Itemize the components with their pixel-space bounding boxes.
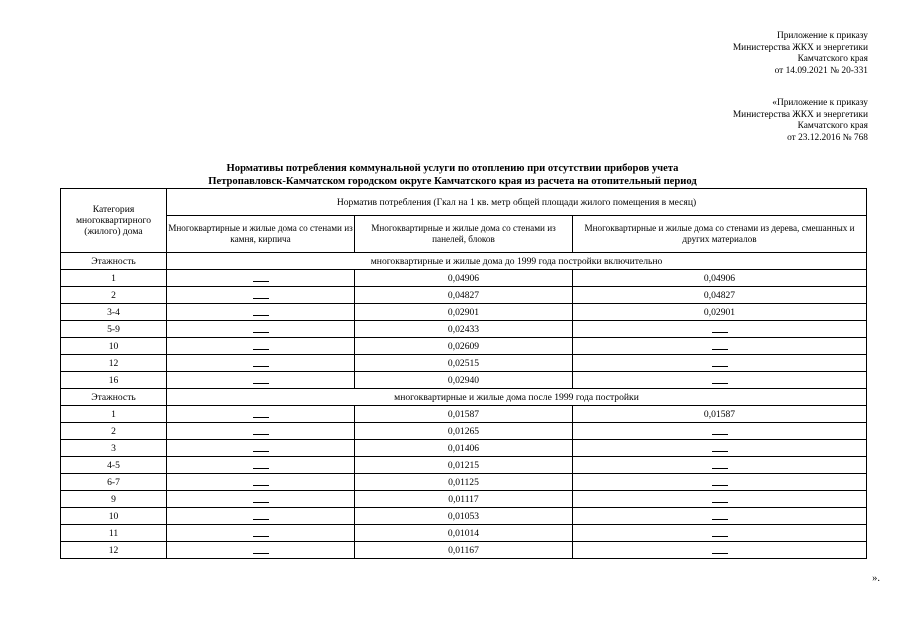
table-row <box>61 321 867 338</box>
document-title <box>0 162 905 188</box>
norm-cell-wood <box>573 423 867 440</box>
floors-cell: 3 <box>61 440 167 457</box>
floors-cell: 12 <box>61 542 167 559</box>
norm-cell-stone <box>167 372 355 389</box>
no-value-dash <box>253 291 269 299</box>
norm-cell-stone <box>167 474 355 491</box>
norm-cell-wood <box>573 372 867 389</box>
norm-cell-wood <box>573 474 867 491</box>
no-value-dash <box>253 461 269 469</box>
table-row <box>61 491 867 508</box>
floors-cell: 2 <box>61 287 167 304</box>
section-title: многоквартирные и жилые дома после 1999 года постройки <box>167 389 867 406</box>
norm-cell-stone <box>167 304 355 321</box>
appendix-line: «Приложение к приказу <box>772 98 868 108</box>
appendix-line: Приложение к приказу <box>776 31 868 41</box>
appendix-current-order <box>733 31 868 77</box>
norm-cell-wood <box>573 542 867 559</box>
no-value-dash <box>712 512 728 520</box>
floors-cell: 3-4 <box>61 304 167 321</box>
norm-cell-stone <box>167 423 355 440</box>
header-row <box>61 189 867 216</box>
no-value-dash <box>253 529 269 537</box>
column-header-stone: Многоквартирные и жилые дома со стенами из камня, кирпича <box>167 216 355 253</box>
appendix-line: Министерства ЖКХ и энергетики <box>732 109 868 120</box>
norm-cell-wood: 0,04827 <box>573 287 867 304</box>
no-value-dash <box>253 546 269 554</box>
norm-header: Норматив потребления (Гкал на 1 кв. метр общей площади жилого помещения в месяц) <box>167 189 867 216</box>
column-header-wood: Многоквартирные и жилые дома со стенами из дерева, смешанных и других материалов <box>573 216 867 253</box>
table-row <box>61 423 867 440</box>
floors-cell: 16 <box>61 372 167 389</box>
norm-cell-panel: 0,01587 <box>355 406 573 423</box>
section-row <box>61 253 867 270</box>
norm-cell-panel: 0,01125 <box>355 474 573 491</box>
no-value-dash <box>712 342 728 350</box>
norm-cell-stone <box>167 270 355 287</box>
no-value-dash <box>253 410 269 418</box>
table-row <box>61 457 867 474</box>
no-value-dash <box>253 359 269 367</box>
no-value-dash <box>253 444 269 452</box>
norm-cell-panel: 0,01117 <box>355 491 573 508</box>
no-value-dash <box>712 529 728 537</box>
no-value-dash <box>712 461 728 469</box>
table-row <box>61 525 867 542</box>
table-row <box>61 372 867 389</box>
appendix-previous-order <box>733 98 868 144</box>
section-label: Этажность <box>61 389 167 406</box>
floors-cell: 1 <box>61 270 167 287</box>
no-value-dash <box>253 427 269 435</box>
norm-cell-panel: 0,02940 <box>355 372 573 389</box>
no-value-dash <box>712 478 728 486</box>
appendix-line: Камчатского края <box>797 54 868 65</box>
norm-cell-wood <box>573 525 867 542</box>
table-row <box>61 542 867 559</box>
norm-cell-panel: 0,01406 <box>355 440 573 457</box>
no-value-dash <box>253 512 269 520</box>
closing-quote-mark: ». <box>872 573 880 584</box>
table-row <box>61 406 867 423</box>
no-value-dash <box>712 495 728 503</box>
norm-cell-wood <box>573 321 867 338</box>
norm-cell-stone <box>167 457 355 474</box>
norm-cell-panel: 0,02901 <box>355 304 573 321</box>
norm-cell-wood <box>573 440 867 457</box>
norm-cell-wood: 0,04906 <box>573 270 867 287</box>
norm-cell-panel: 0,02515 <box>355 355 573 372</box>
floors-cell: 4-5 <box>61 457 167 474</box>
norm-cell-panel: 0,01167 <box>355 542 573 559</box>
norm-cell-stone <box>167 525 355 542</box>
table-row <box>61 338 867 355</box>
table-row <box>61 304 867 321</box>
norm-cell-stone <box>167 440 355 457</box>
norm-cell-wood <box>573 508 867 525</box>
norm-cell-stone <box>167 321 355 338</box>
table-row <box>61 287 867 304</box>
no-value-dash <box>253 274 269 282</box>
floors-cell: 2 <box>61 423 167 440</box>
norm-cell-stone <box>167 287 355 304</box>
title-line-2: Петропавловск-Камчатском городском округе Камчатского края из расчета на отопительный период <box>208 176 697 187</box>
norm-cell-wood <box>573 338 867 355</box>
subheader-row <box>61 216 867 253</box>
floors-cell: 5-9 <box>61 321 167 338</box>
section-title: многоквартирные и жилые дома до 1999 года постройки включительно <box>167 253 867 270</box>
norm-cell-stone <box>167 542 355 559</box>
no-value-dash <box>712 546 728 554</box>
section-row <box>61 389 867 406</box>
no-value-dash <box>253 478 269 486</box>
norms-table <box>60 188 867 559</box>
table-row <box>61 474 867 491</box>
norm-cell-panel: 0,02433 <box>355 321 573 338</box>
norm-cell-wood <box>573 355 867 372</box>
category-header: Категория многоквартирного (жилого) дома <box>61 189 167 253</box>
no-value-dash <box>253 342 269 350</box>
floors-cell: 6-7 <box>61 474 167 491</box>
column-header-panel: Многоквартирные и жилые дома со стенами из панелей, блоков <box>355 216 573 253</box>
no-value-dash <box>712 427 728 435</box>
norm-cell-panel: 0,04827 <box>355 287 573 304</box>
no-value-dash <box>253 376 269 384</box>
floors-cell: 11 <box>61 525 167 542</box>
norm-cell-panel: 0,01265 <box>355 423 573 440</box>
no-value-dash <box>712 325 728 333</box>
norm-cell-panel: 0,02609 <box>355 338 573 355</box>
norm-cell-panel: 0,01215 <box>355 457 573 474</box>
table-row <box>61 508 867 525</box>
floors-cell: 9 <box>61 491 167 508</box>
norm-cell-stone <box>167 508 355 525</box>
appendix-date: от 23.12.2016 № 768 <box>787 132 868 143</box>
no-value-dash <box>712 376 728 384</box>
no-value-dash <box>253 325 269 333</box>
no-value-dash <box>712 444 728 452</box>
floors-cell: 10 <box>61 338 167 355</box>
norm-cell-panel: 0,01053 <box>355 508 573 525</box>
norm-cell-stone <box>167 491 355 508</box>
norm-cell-stone <box>167 355 355 372</box>
no-value-dash <box>712 359 728 367</box>
table-row <box>61 440 867 457</box>
norm-cell-stone <box>167 338 355 355</box>
floors-cell: 1 <box>61 406 167 423</box>
norm-cell-stone <box>167 406 355 423</box>
norm-cell-wood: 0,01587 <box>573 406 867 423</box>
no-value-dash <box>253 495 269 503</box>
norm-cell-wood <box>573 457 867 474</box>
norm-cell-panel: 0,01014 <box>355 525 573 542</box>
floors-cell: 12 <box>61 355 167 372</box>
appendix-line: Камчатского края <box>797 121 868 132</box>
floors-cell: 10 <box>61 508 167 525</box>
norm-cell-wood: 0,02901 <box>573 304 867 321</box>
title-line-1: Нормативы потребления коммунальной услуги по отоплению при отсутствии приборов учета <box>226 163 679 174</box>
norm-cell-panel: 0,04906 <box>355 270 573 287</box>
no-value-dash <box>253 308 269 316</box>
table-row <box>61 355 867 372</box>
table-row <box>61 270 867 287</box>
norm-cell-wood <box>573 491 867 508</box>
appendix-line: Министерства ЖКХ и энергетики <box>732 42 868 53</box>
appendix-date: от 14.09.2021 № 20-331 <box>774 65 868 76</box>
section-label: Этажность <box>61 253 167 270</box>
